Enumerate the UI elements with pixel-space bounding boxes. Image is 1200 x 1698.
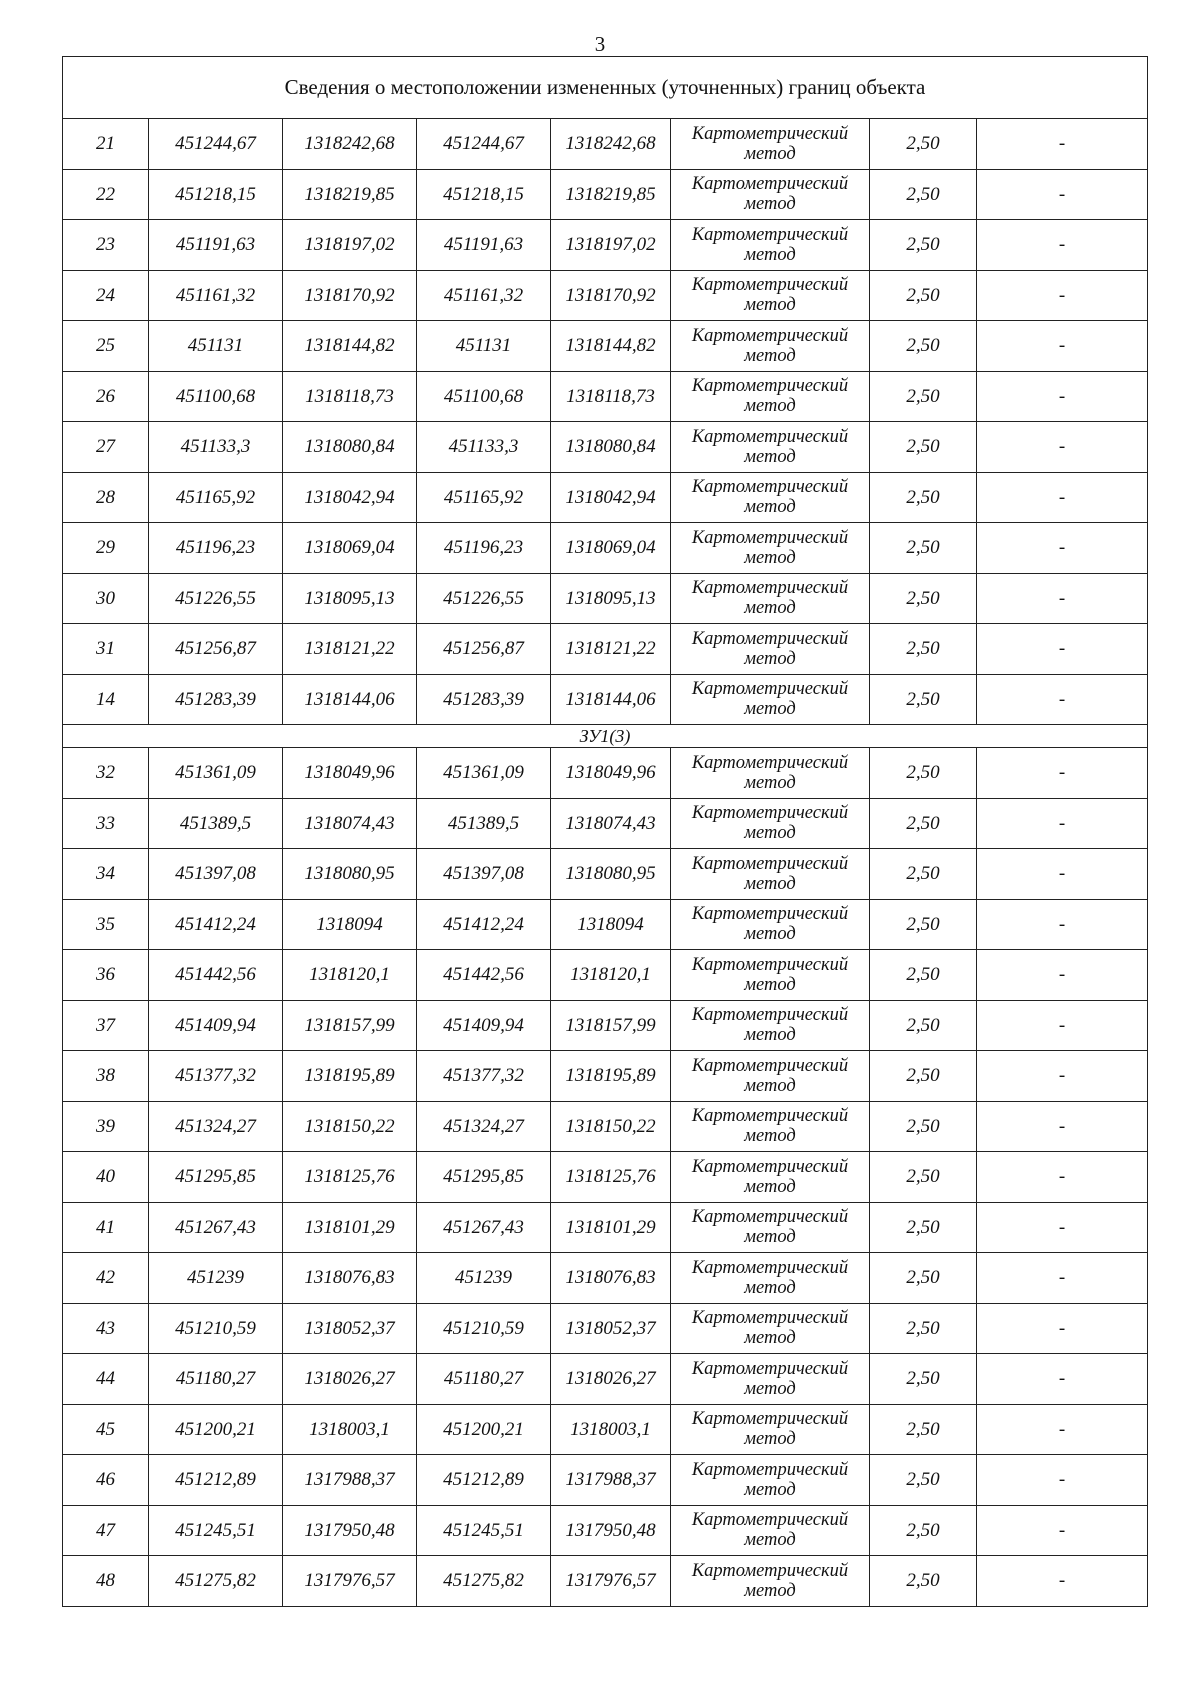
accuracy-cell: 2,50 bbox=[870, 270, 977, 321]
method-cell: Картометрический метод bbox=[671, 321, 870, 372]
y-new-cell: 1318095,13 bbox=[551, 573, 671, 624]
method-cell: Картометрический метод bbox=[671, 1354, 870, 1405]
accuracy-cell: 2,50 bbox=[870, 371, 977, 422]
y-new-cell: 1318042,94 bbox=[551, 472, 671, 523]
y-existing-cell: 1318242,68 bbox=[283, 119, 417, 170]
x-new-cell: 451409,94 bbox=[417, 1000, 551, 1051]
description-cell: - bbox=[977, 1202, 1148, 1253]
boundary-coordinates-table bbox=[62, 56, 1148, 1607]
table-title: Сведения о местоположении измененных (уточненных) границ объекта bbox=[63, 57, 1148, 119]
description-cell: - bbox=[977, 169, 1148, 220]
method-cell: Картометрический метод bbox=[671, 1000, 870, 1051]
x-existing-cell: 451267,43 bbox=[149, 1202, 283, 1253]
x-new-cell: 451361,09 bbox=[417, 748, 551, 799]
x-existing-cell: 451244,67 bbox=[149, 119, 283, 170]
x-existing-cell: 451442,56 bbox=[149, 950, 283, 1001]
table-row bbox=[63, 119, 1148, 170]
y-existing-cell: 1318197,02 bbox=[283, 220, 417, 271]
method-cell: Картометрический метод bbox=[671, 220, 870, 271]
y-new-cell: 1318026,27 bbox=[551, 1354, 671, 1405]
y-new-cell: 1318076,83 bbox=[551, 1253, 671, 1304]
y-new-cell: 1318003,1 bbox=[551, 1404, 671, 1455]
point-number-cell: 31 bbox=[63, 624, 149, 675]
description-cell: - bbox=[977, 1253, 1148, 1304]
y-existing-cell: 1317976,57 bbox=[283, 1556, 417, 1607]
method-cell: Картометрический метод bbox=[671, 1101, 870, 1152]
point-number-cell: 21 bbox=[63, 119, 149, 170]
method-cell: Картометрический метод bbox=[671, 472, 870, 523]
description-cell: - bbox=[977, 1556, 1148, 1607]
y-new-cell: 1318118,73 bbox=[551, 371, 671, 422]
y-new-cell: 1318157,99 bbox=[551, 1000, 671, 1051]
table-row bbox=[63, 1253, 1148, 1304]
table-body bbox=[63, 57, 1148, 1607]
point-number-cell: 37 bbox=[63, 1000, 149, 1051]
point-number-cell: 34 bbox=[63, 849, 149, 900]
y-existing-cell: 1317950,48 bbox=[283, 1505, 417, 1556]
accuracy-cell: 2,50 bbox=[870, 1354, 977, 1405]
description-cell: - bbox=[977, 1455, 1148, 1506]
method-cell: Картометрический метод bbox=[671, 1455, 870, 1506]
x-new-cell: 451275,82 bbox=[417, 1556, 551, 1607]
y-new-cell: 1318144,06 bbox=[551, 674, 671, 725]
table-row bbox=[63, 321, 1148, 372]
description-cell: - bbox=[977, 849, 1148, 900]
table-row bbox=[63, 422, 1148, 473]
x-new-cell: 451218,15 bbox=[417, 169, 551, 220]
y-new-cell: 1317988,37 bbox=[551, 1455, 671, 1506]
y-new-cell: 1318195,89 bbox=[551, 1051, 671, 1102]
description-cell: - bbox=[977, 472, 1148, 523]
accuracy-cell: 2,50 bbox=[870, 220, 977, 271]
y-existing-cell: 1318144,82 bbox=[283, 321, 417, 372]
accuracy-cell: 2,50 bbox=[870, 1303, 977, 1354]
page-number: 3 bbox=[594, 32, 606, 56]
y-existing-cell: 1318049,96 bbox=[283, 748, 417, 799]
y-new-cell: 1318052,37 bbox=[551, 1303, 671, 1354]
x-new-cell: 451165,92 bbox=[417, 472, 551, 523]
point-number-cell: 26 bbox=[63, 371, 149, 422]
x-new-cell: 451397,08 bbox=[417, 849, 551, 900]
table-row bbox=[63, 220, 1148, 271]
accuracy-cell: 2,50 bbox=[870, 1152, 977, 1203]
description-cell: - bbox=[977, 119, 1148, 170]
y-new-cell: 1317976,57 bbox=[551, 1556, 671, 1607]
table-row bbox=[63, 899, 1148, 950]
accuracy-cell: 2,50 bbox=[870, 1101, 977, 1152]
method-cell: Картометрический метод bbox=[671, 624, 870, 675]
x-new-cell: 451239 bbox=[417, 1253, 551, 1304]
description-cell: - bbox=[977, 573, 1148, 624]
description-cell: - bbox=[977, 624, 1148, 675]
method-cell: Картометрический метод bbox=[671, 371, 870, 422]
method-cell: Картометрический метод bbox=[671, 950, 870, 1001]
method-cell: Картометрический метод bbox=[671, 169, 870, 220]
accuracy-cell: 2,50 bbox=[870, 748, 977, 799]
method-cell: Картометрический метод bbox=[671, 523, 870, 574]
description-cell: - bbox=[977, 899, 1148, 950]
method-cell: Картометрический метод bbox=[671, 1505, 870, 1556]
table-row bbox=[63, 798, 1148, 849]
table-row bbox=[63, 270, 1148, 321]
method-cell: Картометрический метод bbox=[671, 573, 870, 624]
x-existing-cell: 451218,15 bbox=[149, 169, 283, 220]
x-existing-cell: 451295,85 bbox=[149, 1152, 283, 1203]
y-new-cell: 1318049,96 bbox=[551, 748, 671, 799]
x-existing-cell: 451389,5 bbox=[149, 798, 283, 849]
y-new-cell: 1318094 bbox=[551, 899, 671, 950]
table-row bbox=[63, 624, 1148, 675]
method-cell: Картометрический метод bbox=[671, 1152, 870, 1203]
description-cell: - bbox=[977, 1404, 1148, 1455]
y-existing-cell: 1318003,1 bbox=[283, 1404, 417, 1455]
accuracy-cell: 2,50 bbox=[870, 523, 977, 574]
accuracy-cell: 2,50 bbox=[870, 624, 977, 675]
table-row bbox=[63, 1202, 1148, 1253]
x-existing-cell: 451161,32 bbox=[149, 270, 283, 321]
description-cell: - bbox=[977, 523, 1148, 574]
point-number-cell: 14 bbox=[63, 674, 149, 725]
x-existing-cell: 451191,63 bbox=[149, 220, 283, 271]
x-new-cell: 451131 bbox=[417, 321, 551, 372]
y-new-cell: 1318080,95 bbox=[551, 849, 671, 900]
method-cell: Картометрический метод bbox=[671, 119, 870, 170]
table-row bbox=[63, 1051, 1148, 1102]
accuracy-cell: 2,50 bbox=[870, 1505, 977, 1556]
y-existing-cell: 1318094 bbox=[283, 899, 417, 950]
y-existing-cell: 1318095,13 bbox=[283, 573, 417, 624]
accuracy-cell: 2,50 bbox=[870, 1455, 977, 1506]
table-row bbox=[63, 849, 1148, 900]
x-new-cell: 451133,3 bbox=[417, 422, 551, 473]
method-cell: Картометрический метод bbox=[671, 422, 870, 473]
table-row bbox=[63, 674, 1148, 725]
table-row bbox=[63, 1505, 1148, 1556]
y-existing-cell: 1318150,22 bbox=[283, 1101, 417, 1152]
x-new-cell: 451212,89 bbox=[417, 1455, 551, 1506]
table-row bbox=[63, 1455, 1148, 1506]
point-number-cell: 36 bbox=[63, 950, 149, 1001]
accuracy-cell: 2,50 bbox=[870, 899, 977, 950]
point-number-cell: 30 bbox=[63, 573, 149, 624]
y-existing-cell: 1318219,85 bbox=[283, 169, 417, 220]
x-new-cell: 451267,43 bbox=[417, 1202, 551, 1253]
point-number-cell: 41 bbox=[63, 1202, 149, 1253]
description-cell: - bbox=[977, 1505, 1148, 1556]
table-row bbox=[63, 523, 1148, 574]
table-row bbox=[63, 1404, 1148, 1455]
description-cell: - bbox=[977, 321, 1148, 372]
x-existing-cell: 451133,3 bbox=[149, 422, 283, 473]
x-existing-cell: 451210,59 bbox=[149, 1303, 283, 1354]
accuracy-cell: 2,50 bbox=[870, 169, 977, 220]
description-cell: - bbox=[977, 1354, 1148, 1405]
accuracy-cell: 2,50 bbox=[870, 849, 977, 900]
x-existing-cell: 451226,55 bbox=[149, 573, 283, 624]
description-cell: - bbox=[977, 748, 1148, 799]
y-new-cell: 1318150,22 bbox=[551, 1101, 671, 1152]
table-row bbox=[63, 573, 1148, 624]
table-row bbox=[63, 1556, 1148, 1607]
description-cell: - bbox=[977, 371, 1148, 422]
y-existing-cell: 1318042,94 bbox=[283, 472, 417, 523]
method-cell: Картометрический метод bbox=[671, 1051, 870, 1102]
y-existing-cell: 1318074,43 bbox=[283, 798, 417, 849]
section-label: ЗУ1(3) bbox=[63, 725, 1148, 748]
x-new-cell: 451245,51 bbox=[417, 1505, 551, 1556]
x-new-cell: 451196,23 bbox=[417, 523, 551, 574]
x-existing-cell: 451412,24 bbox=[149, 899, 283, 950]
point-number-cell: 23 bbox=[63, 220, 149, 271]
point-number-cell: 39 bbox=[63, 1101, 149, 1152]
y-new-cell: 1318144,82 bbox=[551, 321, 671, 372]
point-number-cell: 43 bbox=[63, 1303, 149, 1354]
x-existing-cell: 451165,92 bbox=[149, 472, 283, 523]
method-cell: Картометрический метод bbox=[671, 270, 870, 321]
x-existing-cell: 451324,27 bbox=[149, 1101, 283, 1152]
point-number-cell: 40 bbox=[63, 1152, 149, 1203]
y-existing-cell: 1318076,83 bbox=[283, 1253, 417, 1304]
method-cell: Картометрический метод bbox=[671, 1202, 870, 1253]
point-number-cell: 45 bbox=[63, 1404, 149, 1455]
x-existing-cell: 451275,82 bbox=[149, 1556, 283, 1607]
table-row bbox=[63, 1000, 1148, 1051]
accuracy-cell: 2,50 bbox=[870, 422, 977, 473]
description-cell: - bbox=[977, 422, 1148, 473]
accuracy-cell: 2,50 bbox=[870, 321, 977, 372]
y-existing-cell: 1318120,1 bbox=[283, 950, 417, 1001]
y-new-cell: 1318074,43 bbox=[551, 798, 671, 849]
description-cell: - bbox=[977, 1101, 1148, 1152]
accuracy-cell: 2,50 bbox=[870, 573, 977, 624]
description-cell: - bbox=[977, 798, 1148, 849]
y-new-cell: 1318120,1 bbox=[551, 950, 671, 1001]
point-number-cell: 32 bbox=[63, 748, 149, 799]
method-cell: Картометрический метод bbox=[671, 899, 870, 950]
x-existing-cell: 451200,21 bbox=[149, 1404, 283, 1455]
x-new-cell: 451256,87 bbox=[417, 624, 551, 675]
y-new-cell: 1318121,22 bbox=[551, 624, 671, 675]
point-number-cell: 29 bbox=[63, 523, 149, 574]
x-existing-cell: 451409,94 bbox=[149, 1000, 283, 1051]
y-new-cell: 1318219,85 bbox=[551, 169, 671, 220]
table-row bbox=[63, 1152, 1148, 1203]
point-number-cell: 27 bbox=[63, 422, 149, 473]
accuracy-cell: 2,50 bbox=[870, 119, 977, 170]
x-existing-cell: 451361,09 bbox=[149, 748, 283, 799]
x-existing-cell: 451196,23 bbox=[149, 523, 283, 574]
point-number-cell: 35 bbox=[63, 899, 149, 950]
y-existing-cell: 1318144,06 bbox=[283, 674, 417, 725]
x-existing-cell: 451377,32 bbox=[149, 1051, 283, 1102]
x-existing-cell: 451397,08 bbox=[149, 849, 283, 900]
x-new-cell: 451100,68 bbox=[417, 371, 551, 422]
x-new-cell: 451377,32 bbox=[417, 1051, 551, 1102]
description-cell: - bbox=[977, 1000, 1148, 1051]
y-existing-cell: 1318080,84 bbox=[283, 422, 417, 473]
accuracy-cell: 2,50 bbox=[870, 798, 977, 849]
method-cell: Картометрический метод bbox=[671, 798, 870, 849]
x-new-cell: 451244,67 bbox=[417, 119, 551, 170]
x-new-cell: 451161,32 bbox=[417, 270, 551, 321]
table-row bbox=[63, 1354, 1148, 1405]
x-new-cell: 451210,59 bbox=[417, 1303, 551, 1354]
x-existing-cell: 451245,51 bbox=[149, 1505, 283, 1556]
x-new-cell: 451226,55 bbox=[417, 573, 551, 624]
description-cell: - bbox=[977, 220, 1148, 271]
x-new-cell: 451283,39 bbox=[417, 674, 551, 725]
description-cell: - bbox=[977, 1152, 1148, 1203]
description-cell: - bbox=[977, 950, 1148, 1001]
y-existing-cell: 1318121,22 bbox=[283, 624, 417, 675]
point-number-cell: 22 bbox=[63, 169, 149, 220]
point-number-cell: 46 bbox=[63, 1455, 149, 1506]
method-cell: Картометрический метод bbox=[671, 1404, 870, 1455]
x-existing-cell: 451212,89 bbox=[149, 1455, 283, 1506]
point-number-cell: 42 bbox=[63, 1253, 149, 1304]
description-cell: - bbox=[977, 674, 1148, 725]
y-existing-cell: 1318170,92 bbox=[283, 270, 417, 321]
point-number-cell: 28 bbox=[63, 472, 149, 523]
table-row bbox=[63, 169, 1148, 220]
accuracy-cell: 2,50 bbox=[870, 1404, 977, 1455]
x-new-cell: 451295,85 bbox=[417, 1152, 551, 1203]
point-number-cell: 48 bbox=[63, 1556, 149, 1607]
x-new-cell: 451442,56 bbox=[417, 950, 551, 1001]
y-existing-cell: 1318101,29 bbox=[283, 1202, 417, 1253]
y-new-cell: 1318069,04 bbox=[551, 523, 671, 574]
table-title-row bbox=[63, 57, 1148, 119]
accuracy-cell: 2,50 bbox=[870, 1556, 977, 1607]
x-existing-cell: 451283,39 bbox=[149, 674, 283, 725]
x-new-cell: 451324,27 bbox=[417, 1101, 551, 1152]
description-cell: - bbox=[977, 270, 1148, 321]
y-existing-cell: 1318125,76 bbox=[283, 1152, 417, 1203]
table-row bbox=[63, 950, 1148, 1001]
point-number-cell: 44 bbox=[63, 1354, 149, 1405]
y-existing-cell: 1318118,73 bbox=[283, 371, 417, 422]
point-number-cell: 25 bbox=[63, 321, 149, 372]
point-number-cell: 33 bbox=[63, 798, 149, 849]
method-cell: Картометрический метод bbox=[671, 748, 870, 799]
y-new-cell: 1317950,48 bbox=[551, 1505, 671, 1556]
y-new-cell: 1318125,76 bbox=[551, 1152, 671, 1203]
accuracy-cell: 2,50 bbox=[870, 1000, 977, 1051]
method-cell: Картометрический метод bbox=[671, 1303, 870, 1354]
description-cell: - bbox=[977, 1303, 1148, 1354]
x-existing-cell: 451180,27 bbox=[149, 1354, 283, 1405]
x-new-cell: 451180,27 bbox=[417, 1354, 551, 1405]
y-new-cell: 1318170,92 bbox=[551, 270, 671, 321]
accuracy-cell: 2,50 bbox=[870, 674, 977, 725]
method-cell: Картометрический метод bbox=[671, 674, 870, 725]
y-existing-cell: 1318157,99 bbox=[283, 1000, 417, 1051]
y-existing-cell: 1318069,04 bbox=[283, 523, 417, 574]
method-cell: Картометрический метод bbox=[671, 1556, 870, 1607]
point-number-cell: 24 bbox=[63, 270, 149, 321]
section-header-row bbox=[63, 725, 1148, 748]
table-row bbox=[63, 472, 1148, 523]
table-row bbox=[63, 371, 1148, 422]
accuracy-cell: 2,50 bbox=[870, 950, 977, 1001]
y-new-cell: 1318101,29 bbox=[551, 1202, 671, 1253]
y-new-cell: 1318080,84 bbox=[551, 422, 671, 473]
y-existing-cell: 1317988,37 bbox=[283, 1455, 417, 1506]
accuracy-cell: 2,50 bbox=[870, 1202, 977, 1253]
table-row bbox=[63, 1303, 1148, 1354]
x-existing-cell: 451131 bbox=[149, 321, 283, 372]
point-number-cell: 47 bbox=[63, 1505, 149, 1556]
x-existing-cell: 451239 bbox=[149, 1253, 283, 1304]
table-row bbox=[63, 748, 1148, 799]
x-new-cell: 451389,5 bbox=[417, 798, 551, 849]
y-existing-cell: 1318026,27 bbox=[283, 1354, 417, 1405]
y-existing-cell: 1318052,37 bbox=[283, 1303, 417, 1354]
x-new-cell: 451412,24 bbox=[417, 899, 551, 950]
accuracy-cell: 2,50 bbox=[870, 472, 977, 523]
x-new-cell: 451200,21 bbox=[417, 1404, 551, 1455]
method-cell: Картометрический метод bbox=[671, 1253, 870, 1304]
y-new-cell: 1318197,02 bbox=[551, 220, 671, 271]
description-cell: - bbox=[977, 1051, 1148, 1102]
x-new-cell: 451191,63 bbox=[417, 220, 551, 271]
method-cell: Картометрический метод bbox=[671, 849, 870, 900]
y-existing-cell: 1318080,95 bbox=[283, 849, 417, 900]
point-number-cell: 38 bbox=[63, 1051, 149, 1102]
y-new-cell: 1318242,68 bbox=[551, 119, 671, 170]
x-existing-cell: 451100,68 bbox=[149, 371, 283, 422]
x-existing-cell: 451256,87 bbox=[149, 624, 283, 675]
table-row bbox=[63, 1101, 1148, 1152]
accuracy-cell: 2,50 bbox=[870, 1253, 977, 1304]
accuracy-cell: 2,50 bbox=[870, 1051, 977, 1102]
y-existing-cell: 1318195,89 bbox=[283, 1051, 417, 1102]
